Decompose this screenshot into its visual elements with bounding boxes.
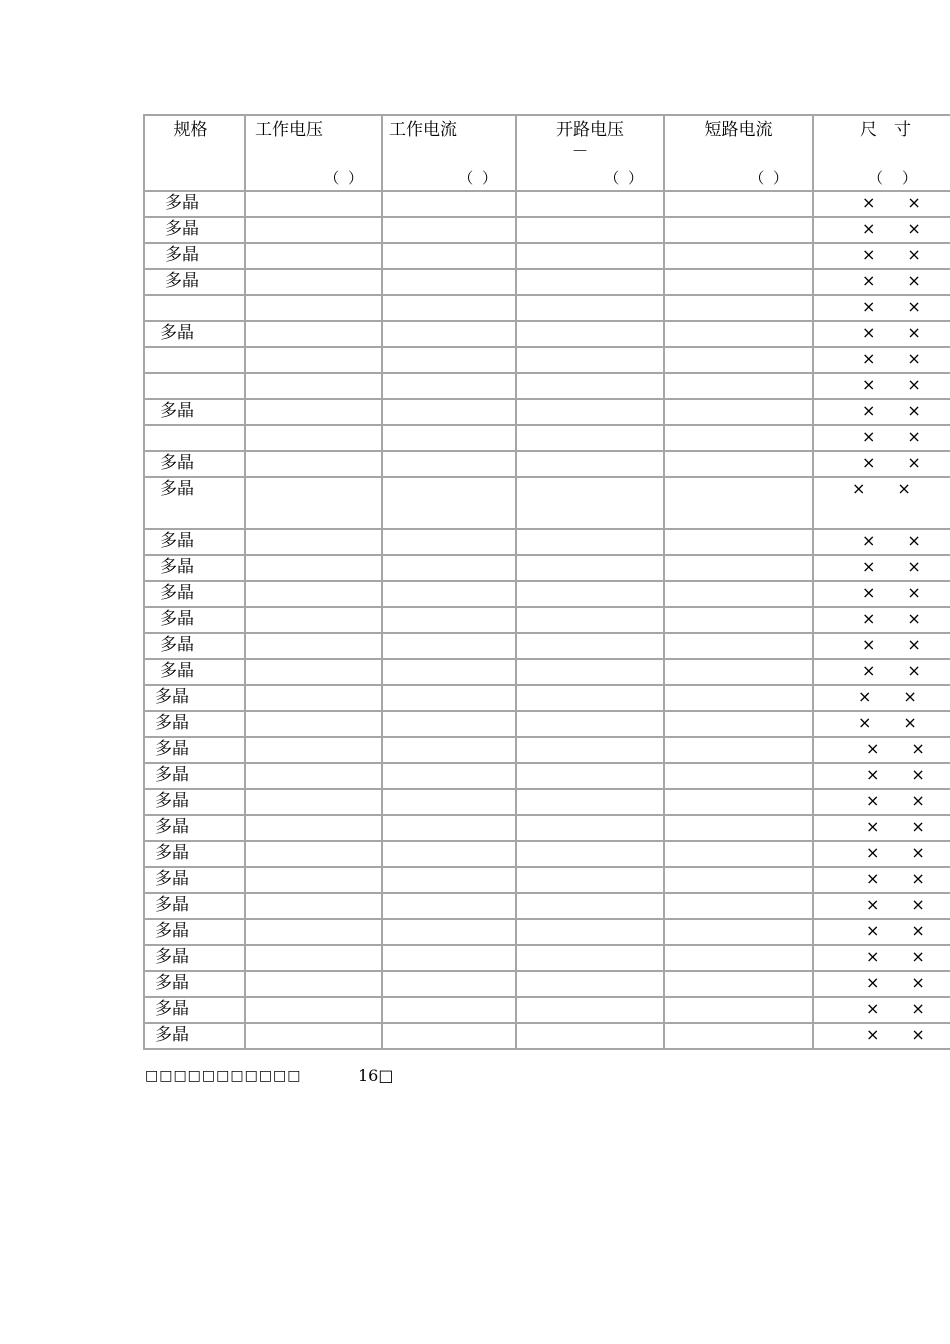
cell-working-voltage [245, 191, 382, 217]
dimension-value: × × [862, 531, 921, 550]
header-working-voltage [245, 115, 382, 191]
cell-dimensions [813, 841, 950, 867]
header-working-voltage-label: 工作电压 [255, 120, 323, 140]
dimension-value: × × [862, 323, 921, 342]
cell-dimensions [813, 321, 950, 347]
cell-spec: 多晶 [144, 711, 245, 737]
cell-working-voltage [245, 477, 382, 529]
cell-working-voltage [245, 529, 382, 555]
cell-short-circuit-current [664, 971, 813, 997]
cell-working-current [382, 737, 516, 763]
cell-spec: 多晶 [144, 217, 245, 243]
cell-short-circuit-current [664, 269, 813, 295]
header-open-circuit-voltage-dash: － [571, 142, 589, 162]
cell-open-circuit-voltage [516, 971, 664, 997]
cell-working-voltage [245, 373, 382, 399]
cell-open-circuit-voltage [516, 633, 664, 659]
cell-working-current [382, 763, 516, 789]
cell-short-circuit-current [664, 451, 813, 477]
dimension-value: × × [862, 193, 921, 212]
cell-dimensions [813, 555, 950, 581]
cell-working-current [382, 295, 516, 321]
cell-working-current [382, 607, 516, 633]
cell-working-current [382, 971, 516, 997]
table-row [144, 893, 950, 919]
cell-working-voltage [245, 243, 382, 269]
dimension-value: × × [862, 245, 921, 264]
cell-spec: 多晶 [144, 997, 245, 1023]
cell-working-current [382, 815, 516, 841]
cell-short-circuit-current [664, 217, 813, 243]
cell-dimensions [813, 867, 950, 893]
cell-open-circuit-voltage [516, 607, 664, 633]
cell-spec [144, 373, 245, 399]
cell-short-circuit-current [664, 867, 813, 893]
cell-spec: 多晶 [144, 971, 245, 997]
dimension-value: × × [866, 739, 925, 758]
cell-open-circuit-voltage [516, 685, 664, 711]
cell-working-current [382, 217, 516, 243]
cell-dimensions [813, 347, 950, 373]
dimension-value: × × [862, 661, 921, 680]
cell-short-circuit-current [664, 373, 813, 399]
cell-spec: 多晶 [144, 243, 245, 269]
cell-spec: 多晶 [144, 191, 245, 217]
header-working-voltage-unit: （ ） [324, 169, 365, 187]
cell-working-voltage [245, 295, 382, 321]
cell-spec: 多晶 [144, 451, 245, 477]
table-row [144, 425, 950, 451]
cell-spec: 多晶 [144, 659, 245, 685]
cell-open-circuit-voltage [516, 477, 664, 529]
cell-working-voltage [245, 789, 382, 815]
table-row [144, 659, 950, 685]
cell-dimensions [813, 191, 950, 217]
cell-working-current [382, 191, 516, 217]
table-row [144, 711, 950, 737]
header-dimensions-unit: （ ） [868, 169, 920, 187]
cell-working-current [382, 243, 516, 269]
table-row [144, 789, 950, 815]
cell-working-current [382, 399, 516, 425]
cell-open-circuit-voltage [516, 997, 664, 1023]
cell-working-current [382, 841, 516, 867]
cell-open-circuit-voltage [516, 893, 664, 919]
cell-dimensions [813, 295, 950, 321]
cell-short-circuit-current [664, 1023, 813, 1049]
dimension-value: × × [862, 401, 921, 420]
cell-working-voltage [245, 867, 382, 893]
cell-short-circuit-current [664, 607, 813, 633]
dimension-value: × × [862, 557, 921, 576]
cell-short-circuit-current [664, 633, 813, 659]
cell-working-voltage [245, 555, 382, 581]
cell-working-voltage [245, 399, 382, 425]
cell-short-circuit-current [664, 477, 813, 529]
table-row [144, 607, 950, 633]
dimension-value: × × [862, 583, 921, 602]
dimension-value: × × [862, 297, 921, 316]
header-short-circuit-current [664, 115, 813, 191]
cell-working-voltage [245, 607, 382, 633]
cell-dimensions [813, 373, 950, 399]
cell-spec: 多晶 [144, 685, 245, 711]
dimension-value: × × [862, 453, 921, 472]
cell-short-circuit-current [664, 815, 813, 841]
cell-working-voltage [245, 997, 382, 1023]
header-working-current [382, 115, 516, 191]
cell-dimensions [813, 1023, 950, 1049]
cell-working-voltage [245, 659, 382, 685]
cell-working-voltage [245, 841, 382, 867]
dimension-value: × × [866, 1025, 925, 1044]
cell-working-voltage [245, 633, 382, 659]
table-row [144, 581, 950, 607]
cell-spec [144, 295, 245, 321]
dimension-value: × × [862, 427, 921, 446]
cell-working-voltage [245, 321, 382, 347]
cell-open-circuit-voltage [516, 269, 664, 295]
cell-spec: 多晶 [144, 555, 245, 581]
cell-dimensions [813, 581, 950, 607]
cell-dimensions [813, 217, 950, 243]
cell-working-current [382, 581, 516, 607]
cell-working-current [382, 685, 516, 711]
cell-open-circuit-voltage [516, 711, 664, 737]
cell-working-current [382, 633, 516, 659]
cell-working-voltage [245, 711, 382, 737]
cell-working-current [382, 945, 516, 971]
table-row [144, 529, 950, 555]
cell-dimensions [813, 815, 950, 841]
cell-open-circuit-voltage [516, 425, 664, 451]
solar-panel-spec-table [143, 114, 950, 1050]
cell-short-circuit-current [664, 295, 813, 321]
cell-spec: 多晶 [144, 789, 245, 815]
table-header-row [144, 115, 950, 191]
cell-spec: 多晶 [144, 945, 245, 971]
cell-working-voltage [245, 581, 382, 607]
cell-working-current [382, 477, 516, 529]
table-row [144, 737, 950, 763]
cell-dimensions [813, 451, 950, 477]
cell-working-voltage [245, 815, 382, 841]
cell-working-current [382, 373, 516, 399]
cell-spec: 多晶 [144, 1023, 245, 1049]
table-row [144, 373, 950, 399]
cell-dimensions [813, 659, 950, 685]
cell-short-circuit-current [664, 243, 813, 269]
cell-working-current [382, 711, 516, 737]
cell-dimensions [813, 399, 950, 425]
cell-short-circuit-current [664, 555, 813, 581]
header-short-circuit-current-unit: （ ） [749, 169, 790, 187]
cell-working-voltage [245, 451, 382, 477]
cell-short-circuit-current [664, 841, 813, 867]
table-row [144, 945, 950, 971]
cell-short-circuit-current [664, 321, 813, 347]
dimension-value: × × [862, 609, 921, 628]
cell-working-voltage [245, 763, 382, 789]
cell-spec: 多晶 [144, 529, 245, 555]
cell-working-voltage [245, 347, 382, 373]
cell-spec: 多晶 [144, 399, 245, 425]
table-row [144, 815, 950, 841]
cell-dimensions [813, 971, 950, 997]
dimension-value: × × [862, 375, 921, 394]
dimension-value: × × [862, 635, 921, 654]
cell-short-circuit-current [664, 425, 813, 451]
dimension-value: × × [866, 791, 925, 810]
cell-working-current [382, 659, 516, 685]
cell-spec: 多晶 [144, 815, 245, 841]
table-row [144, 685, 950, 711]
dimension-value: × × [866, 843, 925, 862]
cell-spec: 多晶 [144, 269, 245, 295]
dimension-value: × × [866, 765, 925, 784]
cell-short-circuit-current [664, 763, 813, 789]
cell-open-circuit-voltage [516, 737, 664, 763]
table-row [144, 243, 950, 269]
table-row [144, 451, 950, 477]
cell-spec: 多晶 [144, 919, 245, 945]
cell-spec: 多晶 [144, 737, 245, 763]
table-row [144, 1023, 950, 1049]
header-short-circuit-current-label: 短路电流 [704, 120, 773, 140]
cell-short-circuit-current [664, 997, 813, 1023]
cell-short-circuit-current [664, 191, 813, 217]
cell-short-circuit-current [664, 399, 813, 425]
cell-spec [144, 347, 245, 373]
cell-open-circuit-voltage [516, 659, 664, 685]
cell-spec [144, 425, 245, 451]
cell-working-current [382, 893, 516, 919]
header-spec-label: 规格 [173, 120, 208, 140]
cell-spec: 多晶 [144, 321, 245, 347]
table-row [144, 841, 950, 867]
cell-working-current [382, 997, 516, 1023]
table-row [144, 763, 950, 789]
cell-open-circuit-voltage [516, 529, 664, 555]
table-row [144, 997, 950, 1023]
cell-short-circuit-current [664, 685, 813, 711]
cell-open-circuit-voltage [516, 399, 664, 425]
cell-open-circuit-voltage [516, 243, 664, 269]
table-row [144, 867, 950, 893]
cell-working-voltage [245, 945, 382, 971]
cell-open-circuit-voltage [516, 347, 664, 373]
cell-dimensions [813, 919, 950, 945]
table-row [144, 399, 950, 425]
table-row [144, 555, 950, 581]
cell-dimensions [813, 425, 950, 451]
cell-short-circuit-current [664, 529, 813, 555]
cell-dimensions [813, 243, 950, 269]
dimension-value: × × [866, 947, 925, 966]
cell-dimensions [813, 711, 950, 737]
dimension-value: × × [866, 817, 925, 836]
cell-open-circuit-voltage [516, 295, 664, 321]
table-row [144, 919, 950, 945]
cell-open-circuit-voltage [516, 321, 664, 347]
cell-dimensions [813, 997, 950, 1023]
cell-working-current [382, 321, 516, 347]
cell-working-current [382, 867, 516, 893]
cell-working-voltage [245, 1023, 382, 1049]
cell-dimensions [813, 685, 950, 711]
cell-open-circuit-voltage [516, 191, 664, 217]
cell-dimensions [813, 789, 950, 815]
header-dimensions [813, 115, 950, 191]
cell-working-voltage [245, 893, 382, 919]
dimension-value: × × [862, 219, 921, 238]
table-row [144, 971, 950, 997]
cell-spec: 多晶 [144, 581, 245, 607]
cell-open-circuit-voltage [516, 841, 664, 867]
cell-spec: 多晶 [144, 477, 245, 529]
table-row [144, 321, 950, 347]
cell-working-voltage [245, 971, 382, 997]
cell-dimensions [813, 607, 950, 633]
cell-dimensions [813, 477, 950, 529]
table-row [144, 191, 950, 217]
cell-open-circuit-voltage [516, 945, 664, 971]
table-row [144, 295, 950, 321]
dimension-value: × × [852, 479, 911, 498]
cell-working-voltage [245, 425, 382, 451]
cell-spec: 多晶 [144, 893, 245, 919]
footer-note: □□□□□□□□□□□ [145, 1068, 302, 1084]
cell-working-current [382, 451, 516, 477]
dimension-value: × × [862, 271, 921, 290]
cell-working-voltage [245, 685, 382, 711]
table-body [144, 191, 950, 1049]
dimension-value: × × [866, 921, 925, 940]
cell-working-current [382, 1023, 516, 1049]
cell-dimensions [813, 633, 950, 659]
cell-short-circuit-current [664, 945, 813, 971]
cell-short-circuit-current [664, 581, 813, 607]
cell-working-current [382, 789, 516, 815]
header-open-circuit-voltage-label: 开路电压 [556, 120, 624, 140]
cell-open-circuit-voltage [516, 815, 664, 841]
dimension-value: × × [858, 687, 917, 706]
table-row [144, 217, 950, 243]
cell-open-circuit-voltage [516, 919, 664, 945]
cell-working-current [382, 425, 516, 451]
cell-short-circuit-current [664, 347, 813, 373]
cell-open-circuit-voltage [516, 217, 664, 243]
cell-open-circuit-voltage [516, 1023, 664, 1049]
cell-dimensions [813, 945, 950, 971]
cell-short-circuit-current [664, 737, 813, 763]
cell-short-circuit-current [664, 893, 813, 919]
cell-open-circuit-voltage [516, 763, 664, 789]
cell-open-circuit-voltage [516, 373, 664, 399]
dimension-value: × × [866, 999, 925, 1018]
header-open-circuit-voltage-unit: （ ） [604, 169, 645, 187]
cell-short-circuit-current [664, 919, 813, 945]
spec-table-wrapper [143, 114, 950, 1050]
dimension-value: × × [866, 973, 925, 992]
cell-dimensions [813, 529, 950, 555]
cell-working-voltage [245, 919, 382, 945]
cell-dimensions [813, 269, 950, 295]
header-open-circuit-voltage [516, 115, 664, 191]
cell-working-voltage [245, 217, 382, 243]
dimension-value: × × [866, 869, 925, 888]
header-spec [144, 115, 245, 191]
cell-working-current [382, 269, 516, 295]
table-row [144, 269, 950, 295]
cell-open-circuit-voltage [516, 555, 664, 581]
dimension-value: × × [866, 895, 925, 914]
dimension-value: × × [858, 713, 917, 732]
page-number: 16□ [358, 1066, 394, 1085]
dimension-value: × × [862, 349, 921, 368]
table-row [144, 633, 950, 659]
cell-working-voltage [245, 269, 382, 295]
cell-working-current [382, 919, 516, 945]
cell-spec: 多晶 [144, 841, 245, 867]
cell-open-circuit-voltage [516, 867, 664, 893]
header-dimensions-label: 尺 寸 [860, 120, 911, 140]
cell-dimensions [813, 737, 950, 763]
cell-short-circuit-current [664, 789, 813, 815]
cell-spec: 多晶 [144, 763, 245, 789]
cell-working-current [382, 555, 516, 581]
cell-working-current [382, 529, 516, 555]
cell-dimensions [813, 763, 950, 789]
cell-open-circuit-voltage [516, 581, 664, 607]
cell-short-circuit-current [664, 659, 813, 685]
table-row [144, 347, 950, 373]
header-working-current-unit: （ ） [458, 169, 499, 187]
cell-working-current [382, 347, 516, 373]
cell-working-voltage [245, 737, 382, 763]
cell-spec: 多晶 [144, 867, 245, 893]
cell-open-circuit-voltage [516, 451, 664, 477]
cell-spec: 多晶 [144, 607, 245, 633]
cell-spec: 多晶 [144, 633, 245, 659]
cell-open-circuit-voltage [516, 789, 664, 815]
table-row [144, 477, 950, 529]
cell-short-circuit-current [664, 711, 813, 737]
header-working-current-label: 工作电流 [389, 120, 457, 140]
cell-dimensions [813, 893, 950, 919]
